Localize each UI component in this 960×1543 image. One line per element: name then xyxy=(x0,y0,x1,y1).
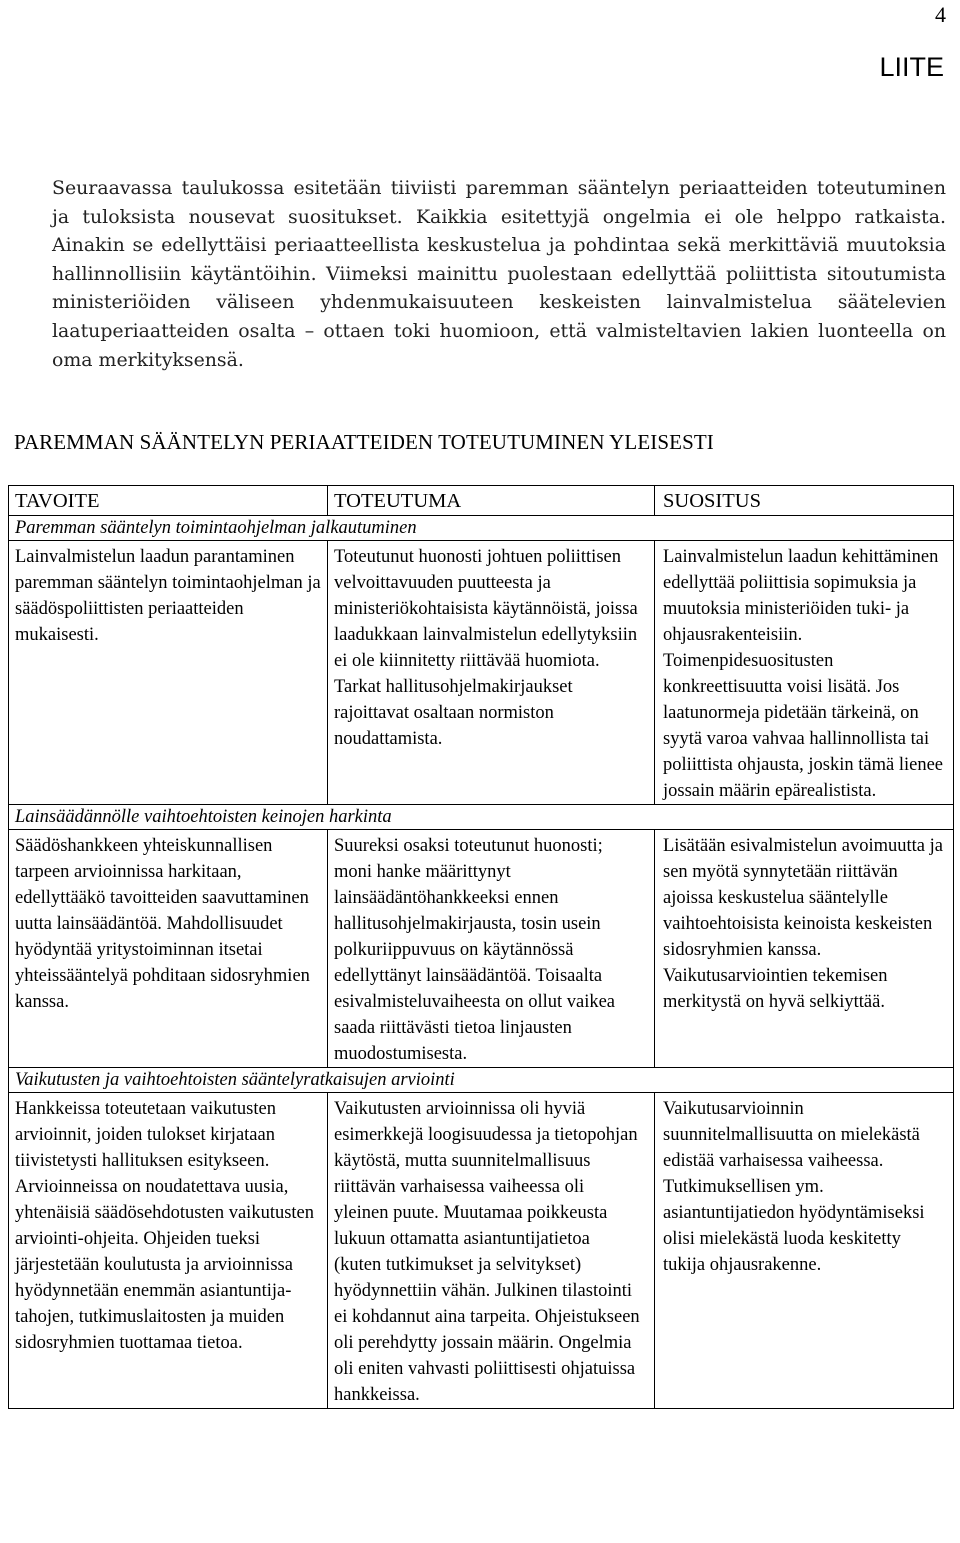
table-row xyxy=(9,1093,954,1409)
realization-cell: Suureksi osaksi toteutunut huonosti; moni hanke määrittynyt lainsäädäntöhankkeeksi ennen hallitusohjelmakirjausta, tosin usein polkuriippuvuus on käytännössä edellyttänyt lainsäädäntöä. Toisaalta esivalmisteluvaiheesta on ollut vaikea saada riittävästi tietoa linjausten muodostumisesta. xyxy=(328,830,655,1068)
appendix-label: LIITE xyxy=(879,52,944,82)
section-title-row xyxy=(9,516,954,541)
goal-cell: Lainvalmistelun laadun parantaminen paremman sääntelyn toimintaohjelman ja säädöspoliittisten periaatteiden mukaisesti. xyxy=(9,541,328,805)
header-recommendation: SUOSITUS xyxy=(655,486,954,516)
section-title-row xyxy=(9,1068,954,1093)
table-header-row xyxy=(9,486,954,516)
table-row xyxy=(9,830,954,1068)
section-heading: PAREMMAN SÄÄNTELYN PERIAATTEIDEN TOTEUTUMINEN YLEISESTI xyxy=(14,430,714,454)
goal-cell: Hankkeissa toteutetaan vaikutusten arvioinnit, joiden tulokset kirjataan tiivistetysti hallituksen esitykseen. Arvioinneissa on noudatettava uusia, yhtenäisiä säädösehdotusten vaikutusten arviointi-ohjeita. Ohjeiden tueksi järjestetään koulutusta ja arvioinnissa hyödynnetään enemmän asiantuntija-tahojen, tutkimuslaitosten ja muiden sidosryhmien tuottamaa tietoa. xyxy=(9,1093,328,1409)
header-realization: TOTEUTUMA xyxy=(328,486,655,516)
section-title-row xyxy=(9,805,954,830)
intro-paragraph: Seuraavassa taulukossa esitetään tiiviisti paremman sääntelyn periaatteiden toteutuminen ja tuloksista nousevat suositukset. Kaikkia esitettyjä ongelmia ei ole helppo ratkaista. Ainakin se edellyttäisi periaatteellista keskustelua ja pohdintaa sekä merkittäviä muutoksia hallinnollisiin käytäntöihin. Viimeksi mainittu puolestaan edellyttää poliittista sitoutumista ministeriöiden väliseen yhdenmukaisuuteen keskeisten lainvalmistelua säätelevien laatuperiaatteiden osalta – ottaen toki huomioon, että valmisteltavien lakien luonteella on oma merkityksensä. xyxy=(52,177,946,371)
realization-cell: Vaikutusten arvioinnissa oli hyviä esimerkkejä loogisuudessa ja tietopohjan käytöstä, mutta suunnitelmallisuus riittävän varhaisessa vaiheessa oli yleinen puute. Muutamaa poikkeusta lukuun ottamatta asiantuntijatietoa (kuten tutkimukset ja selvitykset) hyödynnettiin vähän. Julkinen tilastointi ei kohdannut aina tarpeita. Ohjeistukseen oli perehdytty jossain määrin. Ongelmia oli eniten vahvasti poliittisesti ohjatuissa hankkeissa. xyxy=(328,1093,655,1409)
goal-cell: Säädöshankkeen yhteiskunnallisen tarpeen arvioinnissa harkitaan, edellyttääkö tavoitteiden saavuttaminen uutta lainsäädäntöä. Mahdollisuudet hyödyntää yritystoiminnan itsetai yhteissääntelyä pohditaan sidosryhmien kanssa. xyxy=(9,830,328,1068)
section-title: Vaikutusten ja vaihtoehtoisten sääntelyratkaisujen arviointi xyxy=(9,1068,954,1093)
recommendation-cell: Lainvalmistelun laadun kehittäminen edellyttää poliittisia sopimuksia ja muutoksia ministeriöiden tuki- ja ohjausrakenteisiin. Toimenpidesuositusten konkreettisuutta voisi lisätä. Jos laatunormeja pidetään tärkeinä, on syytä varoa vahvaa hallinnollista tai poliittista ohjausta, joskin tämä lienee jossain määrin epärealistista. xyxy=(655,541,954,805)
realization-cell: Toteutunut huonosti johtuen poliittisen velvoittavuuden puutteesta ja ministeriökohtaisista käytännöistä, joissa laadukkaan lainvalmistelun edellytyksiin ei ole kiinnitetty riittävää huomiota. Tarkat hallitusohjelmakirjaukset rajoittavat osaltaan normiston noudattamista. xyxy=(328,541,655,805)
header-goal: TAVOITE xyxy=(9,486,328,516)
page-number: 4 xyxy=(935,2,946,27)
recommendation-cell: Lisätään esivalmistelun avoimuutta ja sen myötä synnytetään riittävän ajoissa keskustelua sääntelylle vaihtoehtoisista keinoista keskeisten sidosryhmien kanssa. Vaikutusarviointien tekemisen merkitystä on hyvä selkiyttää. xyxy=(655,830,954,1068)
principles-table xyxy=(8,485,954,1409)
recommendation-cell: Vaikutusarvioinnin suunnitelmallisuutta on mielekästä edistää varhaisessa vaiheessa. Tutkimuksellisen ym. asiantuntijatiedon hyödyntämiseksi olisi mielekästä luoda keskitetty tukija ohjausrakenne. xyxy=(655,1093,954,1409)
table-row xyxy=(9,541,954,805)
section-title: Lainsäädännölle vaihtoehtoisten keinojen harkinta xyxy=(9,805,954,830)
section-title: Paremman sääntelyn toimintaohjelman jalkautuminen xyxy=(9,516,954,541)
